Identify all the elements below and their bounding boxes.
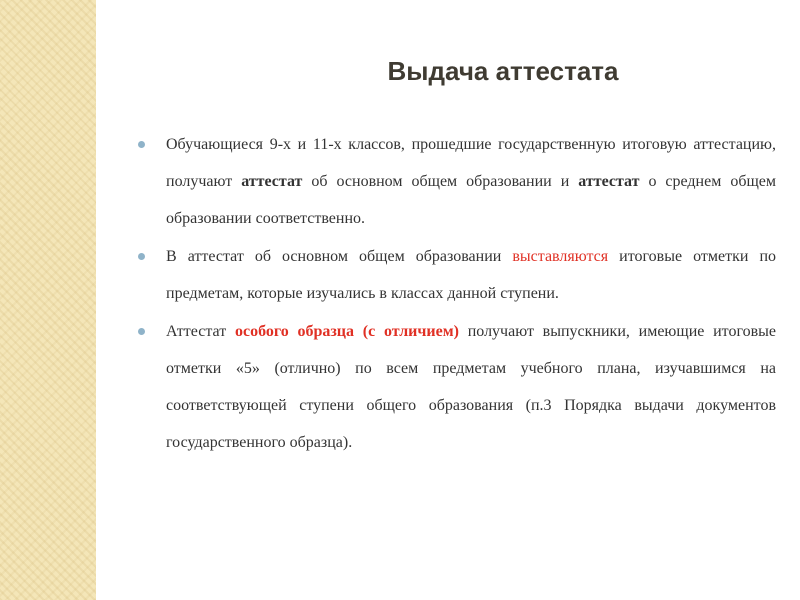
bold-term: аттестат [241, 173, 303, 190]
bold-term: аттестат [578, 173, 640, 190]
bullet-dot-icon [138, 253, 145, 260]
bullet-item-3 [138, 313, 776, 461]
highlighted-term: особого образца (с отличием) [234, 323, 459, 340]
bullet-text: В аттестат об основном общем образовании [166, 248, 513, 265]
bullet-item-2 [138, 238, 776, 312]
bullet-item-1 [138, 126, 776, 237]
bullet-dot-icon [138, 328, 145, 335]
bullet-text: получают выпускники, имеющие итоговые отметки «5» (отлично) по всем предметам учебного плана, изучавшимся на соответствующей ступени общего образования (п.3 Порядка выдачи документов государственного образца). [166, 323, 777, 451]
bullet-text: о среднем общем образовании соответственно. [166, 173, 777, 227]
bullet-text: Аттестат [166, 323, 235, 340]
bullet-text: итоговые отметки по предметам, которые изучались в классах данной ступени. [166, 248, 777, 302]
bullet-dot-icon [138, 141, 145, 148]
decorative-side-stripe [0, 0, 96, 600]
slide-title: Выдача аттестата [387, 56, 619, 86]
bullet-list [138, 126, 776, 462]
bullet-text: Обучающиеся 9-х и 11-х классов, прошедшие государственную итоговую аттестацию, получают [166, 136, 776, 190]
highlighted-term: выставляются [512, 248, 609, 265]
bullet-text: об основном общем образовании и [302, 173, 579, 190]
